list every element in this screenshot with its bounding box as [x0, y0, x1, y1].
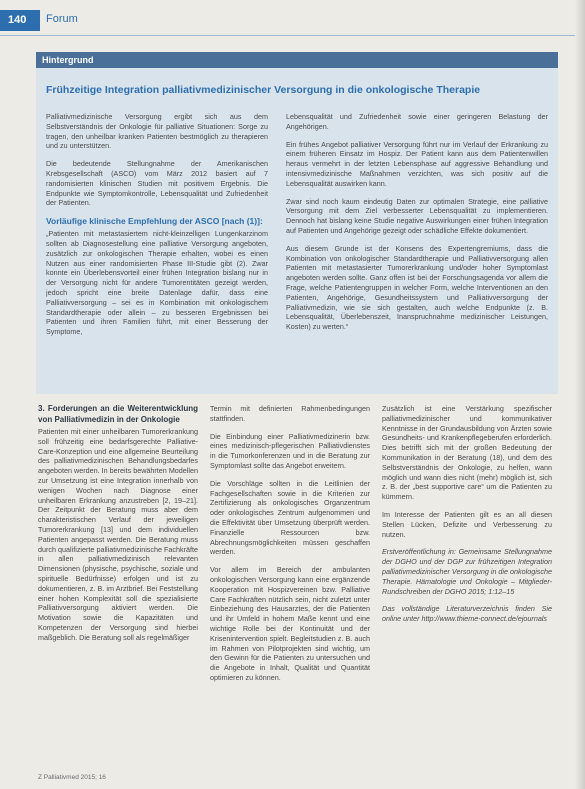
main-column-3 [382, 404, 552, 766]
body-paragraph: Die Vorschläge sollten in die Leitlinien der Fachgesellschaften sowie in die Kriterien zur Zertifizierung als onkologisches Organzentrum oder onkologisches Zentrum aufgenommen und die Effektivität über Umsetzung überprüft werden. Finanzielle Ressourcen bzw. Abrechnungsmöglichkeiten müssen geschaffen werden. [210, 478, 370, 557]
box-quote: „Patienten mit metastasiertem nicht-kleinzelligen Lungenkarzinom sollten ab Diagnosestellung eine palliative Versorgung angeboten, zusätzlich zur onkologischen Therapie erhalten, wobei es einen Nutzen aus einer randomisierten Phase III-Studie gibt (2). Zwar konnte ein Überlebensvorteil einer frühen Integration bislang nur in der Versorgung nicht für andere Tumorentitäten gezeigt werden, jedoch spricht eine breite Datenlage dafür, dass eine Palliativversorgung – sei es in Kombination mit onkologischem Standardtherapie oder allein – zu besseren Ergebnissen bei Patienten und ihren Familien führt, mit einer Besserung der Symptome, [46, 229, 268, 337]
section-heading: 3. Forderungen an die Weiterentwicklung von Palliativmedizin in der Onkologie [38, 404, 198, 424]
box-paragraph: Aus diesem Grunde ist der Konsens des Expertengremiums, dass die Kombination von onkologischer Standardtherapie und Palliativversorgung allen Patienten mit metastasierter Tumorerkrankung und/oder hoher Symptomlast angeboten werden sollte. Ganz offen ist bei der Forschungsagenda vor allem die Frage, welche Patientengruppen in welcher Form, welche Interventionen an den Patienten, Angehörige, Gesundheitssystem und Palliativversorgung der Palliativmedizin, wie sie sich gestalten, auch welche Endpunkte (z. B. Lebensqualität, Überlebenszeit, Inanspruchnahme medizinischer Leistungen, Kosten) zu werten.“ [286, 243, 548, 332]
main-column-2 [210, 404, 370, 766]
box-column-left [46, 112, 268, 384]
box-column-right [286, 112, 548, 384]
page-fold-shadow [575, 0, 585, 789]
box-paragraph: Ein frühes Angebot palliativer Versorgung führt nur im Verlauf der Erkrankung zu einem früheren Einsatz im Hospiz. Der Patient kann aus dem Patientenwillen heraus vermehrt in der letzten Lebensphase auf aggressive Behandlung und intensivmedizinische Maßnahmen verzichten, was sich positiv auf die Lebensqualität auswirken kann. [286, 139, 548, 188]
main-column-1 [38, 404, 198, 748]
box-subheading: Vorläufige klinische Empfehlung der ASCO [nach (1)]: [46, 216, 263, 227]
page-footer: Z Palliativmed 2015; 16 [38, 774, 106, 781]
body-paragraph: Vor allem im Bereich der ambulanten onkologischen Versorgung kann eine ergänzende Kooperation mit Hospizvereinen bzw. Palliative Care Fachkräften nützlich sein, nicht zuletzt unter Einbeziehung des Hausarztes, der die Patienten und ihr Umfeld in hohem Maße kennt und eine wichtige Rolle bei der Kontinuität und der Krisenintervention spielt. Begleitstudien z. B. auch im Rahmen von Pilotprojekten sind wichtig, um den Gewinn für die Patienten zu untersuchen und die Angebote in Inhalt, Qualität und Quantität optimieren zu können. [210, 565, 370, 682]
page-header [0, 0, 585, 40]
section-label: Forum [46, 13, 78, 25]
box-paragraph: Palliativmedizinische Versorgung ergibt sich aus dem Selbstverständnis der Onkologie für palliative Situationen: Sorge zu tragen, den unheilbar kranken Patienten bestmöglich zu therapieren und zu unterstützen. [46, 112, 268, 151]
box-paragraph: Die bedeutende Stellungnahme der Amerikanischen Krebsgesellschaft (ASCO) vom März 2012 basiert auf 7 randomisierten klinischen Studien mit positivem Ergebnis. Die Endpunkte wie Symptomkontrolle, Lebensqualität und Zufriedenheit der Patienten. [46, 159, 268, 208]
first-publication-note: Erstveröffentlichung in: Gemeinsame Stellungnahme der DGHO und der DGP zur frühzeitigen Integration palliativmedizinischer Versorgung in die onkologische Therapie. Hämatologie und Onkologie – Mitglieder-Rundschreiben der DGHO 2015; 1:12–15 [382, 547, 552, 596]
literature-note: Das vollständige Literaturverzeichnis finden Sie online unter http://www.thieme-connect.de/ejournals [382, 604, 552, 624]
body-paragraph: Im Interesse der Patienten gilt es an all diesen Stellen Lücken, Defizite und Verbesserung zu nutzen. [382, 509, 552, 539]
box-title: Frühzeitige Integration palliativmedizinischer Versorgung in die onkologische Therapie [46, 84, 481, 96]
box-paragraph: Zwar sind noch kaum eindeutig Daten zur optimalen Strategie, eine palliative Versorgung mit dem Ziel verbesserter Lebensqualität zu implementieren. Dennoch hat bislang keine Studie negative Auswirkungen einer frühen Integration auf Patienten und Angehörige gezeigt oder schädliche Effekte dokumentiert. [286, 196, 548, 235]
page-number: 140 [0, 10, 40, 31]
box-label: Hintergrund [36, 52, 558, 68]
box-paragraph: Lebensqualität und Zufriedenheit sowie einer geringeren Belastung der Angehörigen. [286, 112, 548, 131]
header-rule [0, 35, 585, 36]
body-paragraph: Zusätzlich ist eine Verstärkung spezifischer palliativmedizinischer und kommunikativer Kenntnisse in der Grundausbildung von Ärzten sowie Gesundheits- und Krankenpflegeberufen erforderlich. Dies betrifft sich mit der großen Bedeutung der Kommunikation in der Beratung (18), und dem des Selbstverständnis der Onkologie, zu helfen, wann möglich und wann dies nicht (mehr) möglich ist, sich z. B. der „best supportive care“ um die Patienten zu kümmern. [382, 404, 552, 502]
body-paragraph: Die Einbindung einer Palliativmedizinerin bzw. eines medizinisch-pflegerischen Palliativdienstes in die Tumorkonferenzen und in die Beratung zur Symptomlast sollte das Angebot erweitern. [210, 431, 370, 470]
body-paragraph: Termin mit definierten Rahmenbedingungen stattfinden. [210, 404, 370, 423]
body-paragraph: Patienten mit einer unheilbaren Tumorerkrankung soll frühzeitig eine bedarfsgerechte Palliative-Care-Konzeption und eine allgemeine Beurteilung des palliativmedizinischen Behandlungsbedarfes angeboten werden. In bereits bewährten Modellen zur Umsetzung ist eine Integration innerhalb von wenigen Wochen nach Diagnose einer unheilbaren Erkrankung anzustreben [2, 19–21]. Der Zeitpunkt der Beratung muss aber dem charakteristischen Verlauf der jeweiligen Tumorerkrankung [13] und dem individuellen Patienten angepasst werden. Die Beratung muss durch qualifizierte palliativmedizinische Fachkräfte in allen palliativmedizinisch relevanten Dimensionen (physische, psychische, soziale und spirituelle Bedürfnisse) erfolgen und ist zu dokumentieren, z. B. im Arztbrief. Bei Feststellung einer hohen Komplexität soll die spezialisierte Palliativversorgung aktiviert werden. Die Motivation sowie die Kapazitäten und Kompetenzen der Versorgung sind hierbei maßgeblich. Die Beratung soll als regelmäßiger [38, 427, 198, 642]
